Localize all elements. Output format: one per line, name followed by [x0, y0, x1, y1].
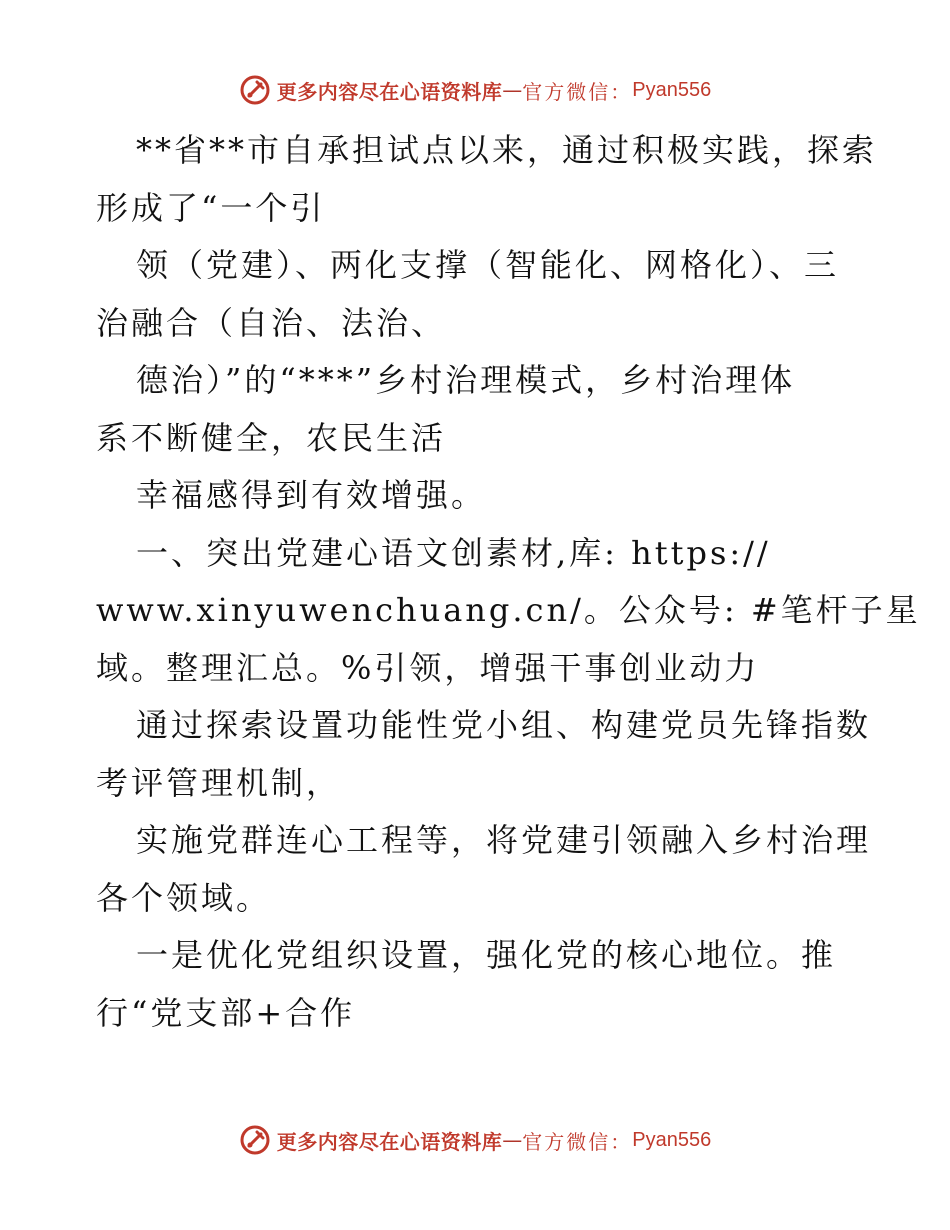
body-line: 考评管理机制，	[96, 763, 342, 802]
body-line: 一、突出党建心语文创素材,库: https://	[136, 533, 771, 572]
watermark-channel-label: 官方微信：	[522, 79, 633, 104]
watermark-brand: 更多内容尽在心语资料库	[276, 79, 503, 104]
watermark-separator: —	[502, 78, 523, 102]
body-line: **省**市自承担试点以来，通过积极实践，探索	[136, 131, 878, 169]
body-line: www.xinyuwenchuang.cn/。公众号: #笔杆子星	[96, 591, 921, 629]
body-line: 通过探索设置功能性党小组、构建党员先锋指数	[136, 706, 872, 744]
body-line: 系不断健全，农民生活	[96, 418, 447, 457]
body-line: 治融合（自治、法治、	[96, 303, 447, 342]
body-line: 一是优化党组织设置，强化党的核心地位。推	[136, 936, 837, 974]
body-line: 各个领域。	[96, 878, 272, 917]
brand-logo-icon	[239, 1124, 271, 1156]
body-line: 领（党建）、两化支撑（智能化、网格化）、三	[136, 246, 840, 284]
header-watermark	[0, 70, 950, 110]
brand-logo-icon	[239, 74, 271, 106]
watermark-brand: 更多内容尽在心语资料库	[276, 1129, 503, 1154]
watermark-channel-id: Pyan556	[632, 1128, 712, 1151]
body-line: 幸福感得到有效增强。	[136, 476, 487, 514]
footer-watermark	[0, 1120, 950, 1160]
watermark-separator: —	[502, 1128, 523, 1152]
body-line: 实施党群连心工程等，将党建引领融入乡村治理	[136, 821, 872, 859]
watermark-channel-id: Pyan556	[632, 78, 712, 101]
body-line: 形成了“一个引	[96, 188, 326, 227]
watermark-channel-label: 官方微信：	[522, 1129, 633, 1154]
document-body	[96, 122, 921, 1042]
body-line: 域。整理汇总。%引领，增强干事创业动力	[96, 648, 760, 687]
body-line: 德治）”的“***”乡村治理模式，乡村治理体	[136, 361, 796, 399]
body-line: 行“党支部+合作	[96, 993, 356, 1032]
